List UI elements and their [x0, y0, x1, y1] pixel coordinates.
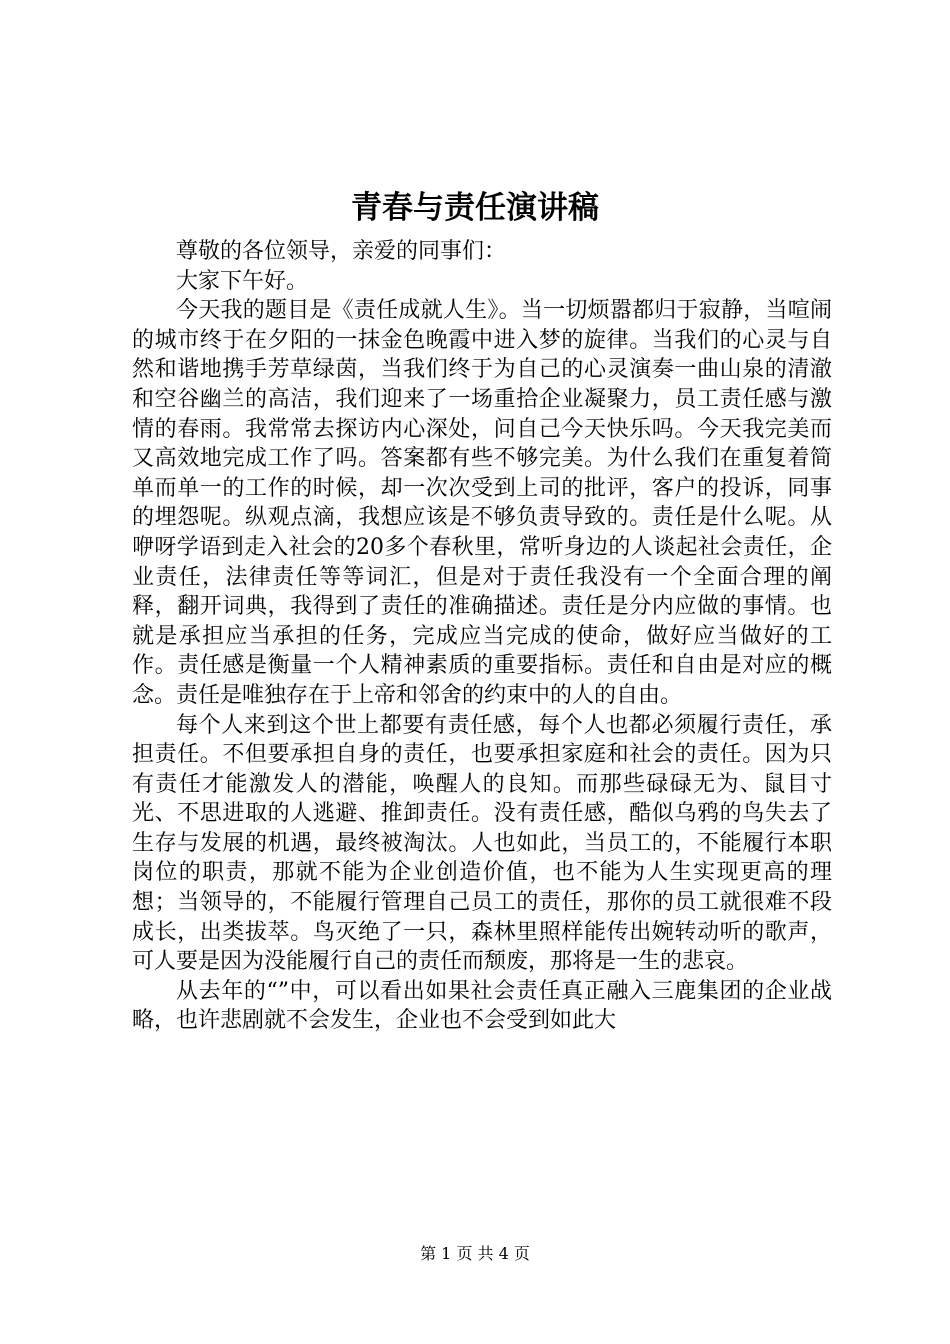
body-paragraph: 今天我的题目是《责任成就人生》。当一切烦嚣都归于寂静，当喧闹的城市终于在夕阳的一抹金色晚霞中进入梦的旋律。当我们的心灵与自然和谐地携手芳草绿茵，当我们终于为自己的心灵演奏一曲山泉的清澈和空谷幽兰的高洁，我们迎来了一场重拾企业凝聚力，员工责任感与激情的春雨。我常常去探访内心深处，问自己今天快乐吗。今天我完美而又高效地完成工作了吗。答案都有些不够完美。为什么我们在重复着简单而单一的工作的时候，却一次次受到上司的批评，客户的投诉，同事的埋怨呢。纵观点滴，我想应该是不够负责导致的。责任是什么呢。从咿呀学语到走入社会的20多个春秋里，常听身边的人谈起社会责任，企业责任，法律责任等等词汇，但是对于责任我没有一个全面合理的阐释，翻开词典，我得到了责任的准确描述。责任是分内应做的事情。也就是承担应当承担的任务，完成应当完成的使命，做好应当做好的工作。责任感是衡量一个人精神素质的重要指标。责任和自由是对应的概念。责任是唯独存在于上帝和邻舍的约束中的人的自由。	[132, 298, 832, 708]
body-paragraph: 从去年的“”中，可以看出如果社会责任真正融入三鹿集团的企业战略，也许悲剧就不会发生，企业也不会受到如此大	[132, 978, 832, 1034]
page-number-footer: 第 1 页 共 4 页	[420, 1244, 530, 1263]
document-title: 青春与责任演讲稿	[351, 190, 599, 226]
body-paragraph: 每个人来到这个世上都要有责任感，每个人也都必须履行责任，承担责任。不但要承担自身的责任，也要承担家庭和社会的责任。因为只有责任才能激发人的潜能，唤醒人的良知。而那些碌碌无为、鼠目寸光、不思进取的人逃避、推卸责任。没有责任感，酷似乌鸦的鸟失去了生存与发展的机遇，最终被淘汰。人也如此，当员工的，不能履行本职岗位的职责，那就不能为企业创造价值，也不能为人生实现更高的理想；当领导的，不能履行管理自己员工的责任，那你的员工就很难不段成长，出类拔萃。鸟灭绝了一只，森林里照样能传出婉转动听的歌声，可人要是因为没能履行自己的责任而颓废，那将是一生的悲哀。	[132, 712, 832, 975]
document-body	[132, 237, 832, 1036]
greeting-paragraph: 大家下午好。	[176, 268, 309, 294]
salutation-paragraph: 尊敬的各位领导，亲爱的同事们：	[176, 239, 507, 264]
